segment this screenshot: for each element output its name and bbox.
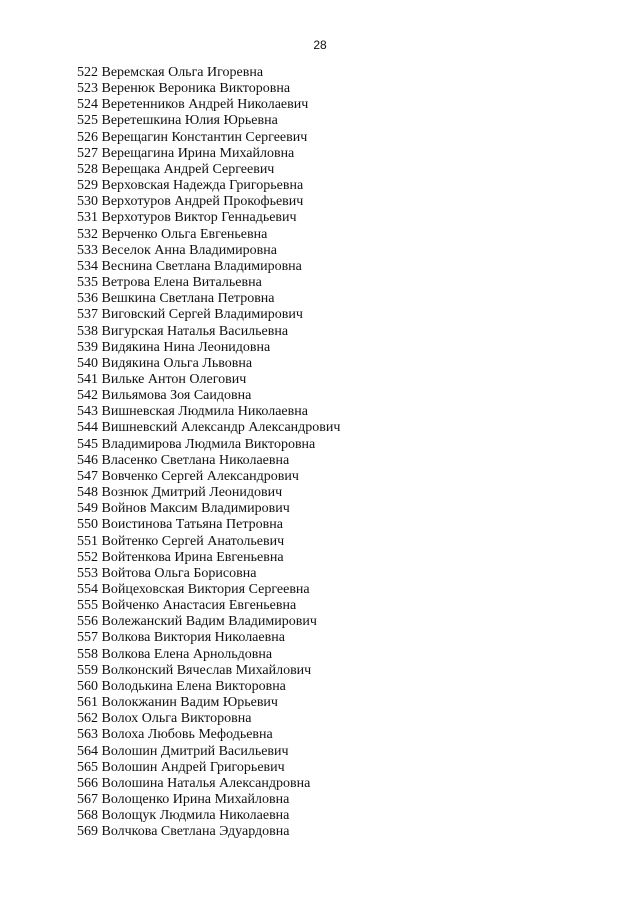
list-item: 533 Веселок Анна Владимировна [77,242,277,258]
list-item: 539 Видякина Нина Леонидовна [77,339,271,355]
list-item: 522 Веремская Ольга Игоревна [77,65,264,80]
list-item: 541 Вильке Антон Олегович [77,371,247,387]
list-item: 523 Веренюк Вероника Викторовна [77,81,291,97]
list-item: 536 Вешкина Светлана Петровна [77,291,275,307]
list-item: 528 Верещака Андрей Сергеевич [77,161,275,177]
list-item: 538 Вигурская Наталья Васильевна [77,323,289,339]
name-list [77,65,340,841]
list-item: 562 Волох Ольга Викторовна [77,711,252,727]
list-item: 532 Верченко Ольга Евгеньевна [77,226,268,242]
list-item: 524 Веретенников Андрей Николаевич [77,97,309,113]
list-item: 557 Волкова Виктория Николаевна [77,630,285,646]
list-item: 531 Верхотуров Виктор Геннадьевич [77,210,297,226]
list-item: 556 Волежанский Вадим Владимирович [77,614,317,630]
list-item: 552 Войтенкова Ирина Евгеньевна [77,549,284,565]
list-item: 527 Верещагина Ирина Михайловна [77,145,295,161]
page-number: 28 [313,38,327,52]
list-item: 543 Вишневская Людмила Николаевна [77,404,308,420]
list-item: 546 Власенко Светлана Николаевна [77,452,290,468]
list-item: 547 Вовченко Сергей Александрович [77,468,299,484]
list-item: 553 Войтова Ольга Борисовна [77,565,257,581]
list-item: 545 Владимирова Людмила Викторовна [77,436,316,452]
list-item: 535 Ветрова Елена Витальевна [77,275,262,291]
list-item: 530 Верхотуров Андрей Прокофьевич [77,194,304,210]
list-item: 561 Волокжанин Вадим Юрьевич [77,695,278,711]
list-item: 529 Верховская Надежда Григорьевна [77,178,304,194]
list-item: 551 Войтенко Сергей Анатольевич [77,533,285,549]
list-item: 565 Волошин Андрей Григорьевич [77,759,285,775]
list-item: 563 Волоха Любовь Мефодьевна [77,727,273,743]
list-item: 542 Вильямова Зоя Саидовна [77,388,252,404]
list-item: 540 Видякина Ольга Львовна [77,355,253,371]
list-item: 554 Войцеховская Виктория Сергеевна [77,582,310,597]
list-item: 569 Волчкова Светлана Эдуардовна [77,824,290,840]
list-item: 549 Войнов Максим Владимирович [77,501,290,517]
list-item: 567 Волощенко Ирина Михайловна [77,792,290,808]
list-item: 548 Вознюк Дмитрий Леонидович [77,485,283,501]
list-item: 568 Волощук Людмила Николаевна [77,808,290,824]
list-item: 526 Верещагин Константин Сергеевич [77,129,308,145]
list-item: 534 Веснина Светлана Владимировна [77,258,302,274]
list-item: 550 Воистинова Татьяна Петровна [77,517,283,533]
list-item: 544 Вишневский Александр Александрович [77,420,341,436]
list-item: 559 Волконский Вячеслав Михайлович [77,662,312,678]
list-item: 558 Волкова Елена Арнольдовна [77,646,273,662]
list-item: 560 Володькина Елена Викторовна [77,678,286,694]
list-item: 566 Волошина Наталья Александровна [77,775,311,791]
list-item: 564 Волошин Дмитрий Васильевич [77,743,289,759]
list-item: 555 Войченко Анастасия Евгеньевна [77,598,297,614]
list-item: 525 Веретешкина Юлия Юрьевна [77,113,278,129]
list-item: 537 Виговский Сергей Владимирович [77,307,303,323]
